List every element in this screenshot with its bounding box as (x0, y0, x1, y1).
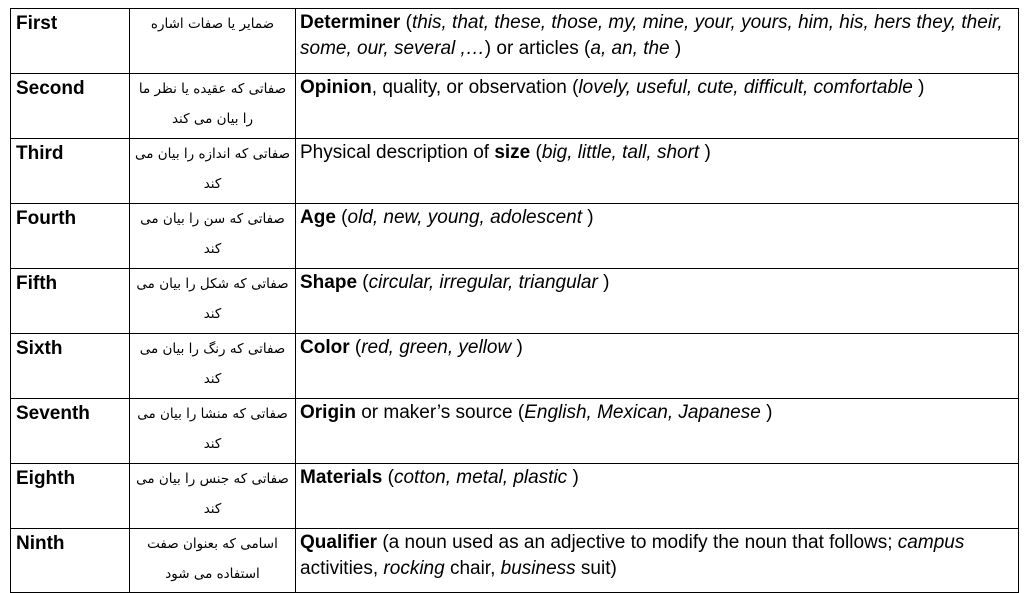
description-cell (296, 399, 1019, 464)
category-label: Materials (300, 467, 383, 488)
persian-cell: صفاتی که رنگ را بیان می کند (130, 334, 296, 399)
order-cell: Eighth (11, 464, 130, 529)
table-row (11, 269, 1019, 334)
description-text: ) (567, 467, 579, 488)
order-cell: Ninth (11, 529, 130, 593)
description-text: or maker’s source ( (355, 402, 525, 423)
description-text: ) (760, 402, 773, 423)
description-text: ( (335, 207, 348, 228)
adjective-order-table (10, 8, 1019, 593)
table-row (11, 529, 1019, 593)
order-cell: Fifth (11, 269, 130, 334)
description-text: activities, (300, 558, 384, 579)
persian-cell: اسامی که بعنوان صفت استفاده می شود (130, 529, 296, 593)
description-text: (a noun used as an adjective to modify the noun that follows; (377, 532, 898, 553)
order-cell: First (11, 9, 130, 74)
persian-cell: صفاتی که سن را بیان می کند (130, 204, 296, 269)
description-cell (296, 74, 1019, 139)
examples-text: big, little, tall, short (541, 142, 700, 163)
persian-cell: صفاتی که جنس را بیان می کند (130, 464, 296, 529)
description-text: ( (400, 12, 412, 33)
persian-cell: ضمایر یا صفات اشاره (130, 9, 296, 74)
description-text: chair, (444, 558, 501, 579)
order-cell: Sixth (11, 334, 130, 399)
description-text: ) (582, 207, 594, 228)
description-text: ) (511, 337, 523, 358)
description-cell (296, 464, 1019, 529)
persian-cell: صفاتی که منشا را بیان می کند (130, 399, 296, 464)
description-text: ( (357, 272, 369, 293)
category-label: Determiner (300, 12, 401, 33)
table-row (11, 139, 1019, 204)
description-text: , quality, or observation ( (371, 77, 579, 98)
table-row (11, 464, 1019, 529)
table-row (11, 399, 1019, 464)
persian-cell: صفاتی که اندازه را بیان می کند (130, 139, 296, 204)
description-text: ) or articles ( (484, 38, 591, 59)
description-text: ) (669, 38, 682, 59)
examples-text: rocking (383, 558, 445, 579)
examples-text: old, new, young, adolescent (347, 207, 583, 228)
description-text: ) (912, 77, 925, 98)
description-cell (296, 529, 1019, 593)
category-label: Age (300, 207, 336, 228)
table-row (11, 74, 1019, 139)
examples-text: a, an, the (590, 38, 670, 59)
examples-text: red, green, yellow (361, 337, 512, 358)
description-cell (296, 334, 1019, 399)
description-text: ( (530, 142, 542, 163)
order-cell: Seventh (11, 399, 130, 464)
category-label: Color (300, 337, 350, 358)
table-row (11, 9, 1019, 74)
order-cell: Fourth (11, 204, 130, 269)
category-label: Shape (300, 272, 358, 293)
category-label: Qualifier (300, 532, 378, 553)
description-text: ( (349, 337, 362, 358)
examples-text: campus (897, 532, 965, 553)
category-label: Opinion (300, 77, 372, 98)
persian-cell: صفاتی که شکل را بیان می کند (130, 269, 296, 334)
category-label: Origin (300, 402, 356, 423)
examples-text: circular, irregular, triangular (368, 272, 598, 293)
examples-text: this, that, these, those, my, mine, your, yours, him, his, hers they, their, some, our, several ,… (300, 12, 1003, 59)
persian-cell: صفاتی که عقیده یا نظر ما را بیان می کند (130, 74, 296, 139)
category-label: size (494, 142, 531, 163)
table-row (11, 334, 1019, 399)
examples-text: business (500, 558, 576, 579)
examples-text: cotton, metal, plastic (393, 467, 568, 488)
description-text: ) (699, 142, 711, 163)
examples-text: English, Mexican, Japanese (524, 402, 761, 423)
table-row (11, 204, 1019, 269)
description-text: suit) (575, 558, 617, 579)
description-cell (296, 204, 1019, 269)
description-cell (296, 139, 1019, 204)
examples-text: lovely, useful, cute, difficult, comfortable (578, 77, 913, 98)
order-cell: Third (11, 139, 130, 204)
description-cell (296, 9, 1019, 74)
description-text: Physical description of (300, 142, 495, 163)
description-cell (296, 269, 1019, 334)
order-cell: Second (11, 74, 130, 139)
description-text: ( (382, 467, 394, 488)
description-text: ) (597, 272, 610, 293)
